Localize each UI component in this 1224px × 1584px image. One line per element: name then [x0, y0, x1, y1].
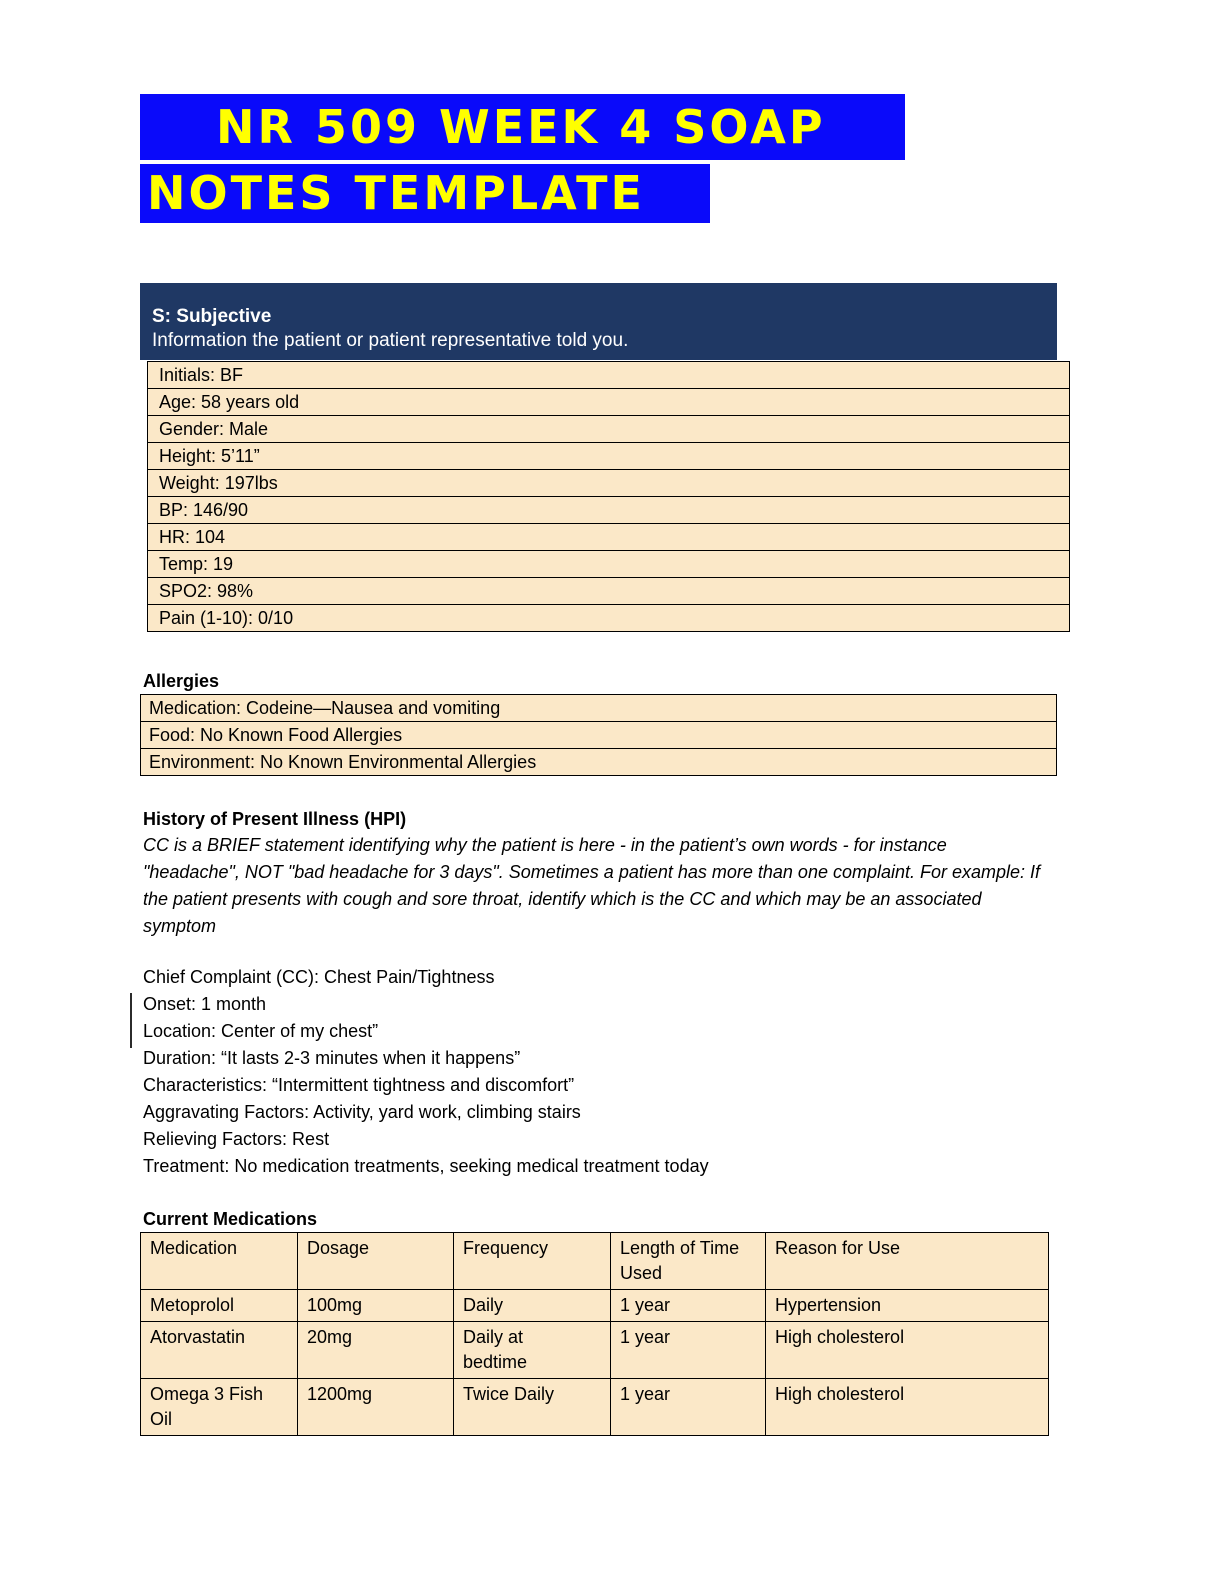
hpi-treatment: Treatment: No medication treatments, seeking medical treatment today [143, 1156, 709, 1176]
subjective-section-header [140, 283, 1057, 360]
revision-change-bar [130, 993, 132, 1048]
med-dosage: 1200mg [298, 1379, 454, 1436]
hpi-chief-complaint: Chief Complaint (CC): Chest Pain/Tightness [143, 967, 495, 987]
table-row [148, 497, 1070, 524]
title-line-2: NOTES TEMPLATE [140, 164, 710, 223]
hpi-description: CC is a BRIEF statement identifying why the patient is here - in the patient’s own words - for instance "headache", NOT "bad headache for 3 days". Sometimes a patient has more than one complaint. For example: If the patient presents with cough and sore throat, identify which is the CC and which may be an associated symptom [143, 835, 1041, 936]
table-row [148, 416, 1070, 443]
med-reason: Hypertension [766, 1290, 1049, 1322]
med-length: 1 year [611, 1322, 766, 1379]
table-row [148, 470, 1070, 497]
table-row [141, 1290, 1049, 1322]
vitals-hr: HR: 104 [148, 524, 1070, 551]
med-length: 1 year [611, 1379, 766, 1436]
medications-table [140, 1232, 1049, 1436]
column-header-medication: Medication [141, 1233, 298, 1290]
title-line-1: NR 509 WEEK 4 SOAP [140, 94, 905, 160]
med-dosage: 20mg [298, 1322, 454, 1379]
subjective-heading: S: Subjective [152, 306, 272, 327]
allergy-medication: Medication: Codeine—Nausea and vomiting [141, 695, 1057, 722]
table-row [141, 749, 1057, 776]
table-row [141, 1322, 1049, 1379]
allergy-environment: Environment: No Known Environmental Allergies [141, 749, 1057, 776]
med-length: 1 year [611, 1290, 766, 1322]
document-title [140, 94, 905, 223]
vitals-gender: Gender: Male [148, 416, 1070, 443]
vitals-temp: Temp: 19 [148, 551, 1070, 578]
hpi-heading: History of Present Illness (HPI) [143, 809, 407, 829]
med-name: Atorvastatin [141, 1322, 298, 1379]
vitals-table [147, 361, 1070, 632]
hpi-relieving-factors: Relieving Factors: Rest [143, 1129, 330, 1149]
med-dosage: 100mg [298, 1290, 454, 1322]
column-header-length-of-time: Length of Time Used [611, 1233, 766, 1290]
med-reason: High cholesterol [766, 1322, 1049, 1379]
column-header-reason: Reason for Use [766, 1233, 1049, 1290]
table-row [141, 722, 1057, 749]
column-header-frequency: Frequency [454, 1233, 611, 1290]
vitals-weight: Weight: 197lbs [148, 470, 1070, 497]
subjective-subheading: Information the patient or patient representative told you. [152, 330, 629, 351]
hpi-aggravating-factors: Aggravating Factors: Activity, yard work, climbing stairs [143, 1102, 581, 1122]
table-row [148, 551, 1070, 578]
med-frequency: Twice Daily [454, 1379, 611, 1436]
vitals-initials: Initials: BF [148, 362, 1070, 389]
med-frequency: Daily [454, 1290, 611, 1322]
hpi-characteristics: Characteristics: “Intermittent tightness and discomfort” [143, 1075, 575, 1095]
hpi-location: Location: Center of my chest” [143, 1021, 379, 1041]
vitals-pain: Pain (1-10): 0/10 [148, 605, 1070, 632]
vitals-spo2: SPO2: 98% [148, 578, 1070, 605]
hpi-details [143, 964, 1063, 1180]
allergies-table [140, 694, 1057, 776]
table-row [148, 443, 1070, 470]
table-header-row [141, 1233, 1049, 1290]
table-row [148, 362, 1070, 389]
hpi-duration: Duration: “It lasts 2-3 minutes when it happens” [143, 1048, 521, 1068]
med-reason: High cholesterol [766, 1379, 1049, 1436]
vitals-age: Age: 58 years old [148, 389, 1070, 416]
med-name: Metoprolol [141, 1290, 298, 1322]
table-row [141, 1379, 1049, 1436]
med-name: Omega 3 Fish Oil [141, 1379, 298, 1436]
table-row [148, 578, 1070, 605]
table-row [141, 695, 1057, 722]
vitals-bp: BP: 146/90 [148, 497, 1070, 524]
column-header-dosage: Dosage [298, 1233, 454, 1290]
vitals-height: Height: 5’11” [148, 443, 1070, 470]
allergies-heading: Allergies [143, 671, 220, 691]
medications-heading: Current Medications [143, 1209, 318, 1229]
hpi-onset: Onset: 1 month [143, 994, 267, 1014]
med-frequency: Daily at bedtime [454, 1322, 611, 1379]
table-row [148, 605, 1070, 632]
table-row [148, 389, 1070, 416]
allergy-food: Food: No Known Food Allergies [141, 722, 1057, 749]
table-row [148, 524, 1070, 551]
